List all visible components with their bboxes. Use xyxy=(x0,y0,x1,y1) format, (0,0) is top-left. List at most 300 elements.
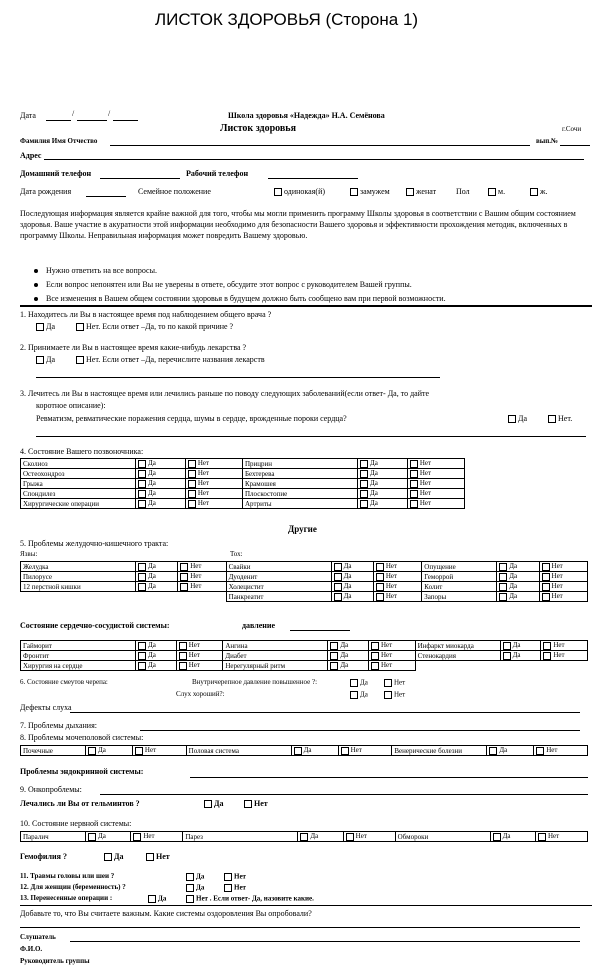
option-label: Да xyxy=(148,499,156,508)
cell-no[interactable] xyxy=(541,651,588,661)
cell-no[interactable] xyxy=(131,832,183,842)
cell-no[interactable] xyxy=(407,469,464,479)
checkbox-icon[interactable] xyxy=(188,490,196,498)
checkbox-icon[interactable] xyxy=(104,853,112,861)
option-label: Да xyxy=(369,459,378,468)
cell-yes[interactable] xyxy=(136,661,177,671)
cell-yes[interactable] xyxy=(497,562,539,572)
address-label: Адрес xyxy=(20,151,42,160)
checkbox-icon[interactable] xyxy=(334,593,342,601)
checkbox-icon[interactable] xyxy=(330,652,338,660)
q6-hearing: Слух хороший?: xyxy=(176,690,225,698)
checkbox-icon[interactable] xyxy=(499,583,507,591)
option-label: Нет xyxy=(551,592,563,601)
option-label: Нет xyxy=(190,572,202,581)
checkbox-icon[interactable] xyxy=(274,188,282,196)
cell-yes[interactable] xyxy=(328,661,369,671)
checkbox-icon[interactable] xyxy=(548,415,556,423)
cell-yes[interactable] xyxy=(357,469,407,479)
checkbox-icon[interactable] xyxy=(138,652,146,660)
cell-no[interactable] xyxy=(178,562,226,572)
date-month-line[interactable] xyxy=(77,120,107,121)
cell-label: Хирургия на сердце xyxy=(21,661,136,671)
checkbox-icon[interactable] xyxy=(410,460,418,468)
option-label: Да xyxy=(303,746,312,755)
checkbox-icon[interactable] xyxy=(138,583,146,591)
q13-no[interactable] xyxy=(186,895,314,903)
checkbox-icon[interactable] xyxy=(138,470,146,478)
checkbox-icon[interactable] xyxy=(180,573,188,581)
cell-no[interactable] xyxy=(176,641,223,651)
cell-yes[interactable] xyxy=(136,469,186,479)
checkbox-icon[interactable] xyxy=(346,833,354,841)
checkbox-icon[interactable] xyxy=(180,583,188,591)
number-line[interactable] xyxy=(560,145,590,146)
fio-label: Ф.И.О. xyxy=(20,945,43,953)
checkbox-icon[interactable] xyxy=(410,490,418,498)
checkbox-icon[interactable] xyxy=(371,662,379,670)
cell-empty xyxy=(136,592,178,602)
cell-yes[interactable] xyxy=(328,651,369,661)
q8-text: 8. Проблемы мочеполовой системы: xyxy=(20,733,144,742)
cell-yes[interactable] xyxy=(357,459,407,469)
q6-pressure-yes[interactable] xyxy=(350,679,368,687)
checkbox-icon[interactable] xyxy=(138,500,146,508)
hemophilia-text: Гемофилия ? xyxy=(20,852,67,861)
cell-no[interactable] xyxy=(369,651,416,661)
option-label: Нет xyxy=(197,459,210,468)
checkbox-icon[interactable] xyxy=(186,884,194,892)
option-label: Нет xyxy=(197,489,210,498)
checkbox-icon[interactable] xyxy=(410,500,418,508)
checkbox-icon[interactable] xyxy=(146,853,154,861)
cell-no[interactable] xyxy=(534,746,588,756)
checkbox-icon[interactable] xyxy=(508,415,516,423)
cell-yes[interactable] xyxy=(291,746,338,756)
marital-option-married-m[interactable] xyxy=(406,188,436,196)
hemophilia-no[interactable] xyxy=(146,853,170,861)
checkbox-icon[interactable] xyxy=(376,573,384,581)
checkbox-icon[interactable] xyxy=(360,500,368,508)
marital-option-single[interactable] xyxy=(274,188,325,196)
table-row xyxy=(21,641,588,651)
cell-yes[interactable] xyxy=(136,459,186,469)
checkbox-icon[interactable] xyxy=(376,563,384,571)
checkbox-icon[interactable] xyxy=(138,573,146,581)
option-label: Да xyxy=(512,651,521,660)
add-text: Добавьте то, что Вы считаете важным. Какие системы оздоровления Вы опробовали? xyxy=(20,909,312,918)
cell-label: Спондилез xyxy=(21,489,136,499)
option-label: Нет. xyxy=(558,414,573,423)
helminths-yes[interactable] xyxy=(204,800,224,808)
checkbox-icon[interactable] xyxy=(503,652,511,660)
cell-label: Колит xyxy=(422,582,497,592)
cell-empty xyxy=(415,661,500,671)
cell-no[interactable] xyxy=(407,459,464,469)
table-row xyxy=(21,746,588,756)
q6-pressure-no[interactable] xyxy=(384,679,405,687)
date-sep-2: / xyxy=(108,109,111,118)
checkbox-icon[interactable] xyxy=(350,188,358,196)
cell-yes[interactable] xyxy=(136,582,178,592)
cell-no[interactable] xyxy=(343,832,395,842)
checkbox-icon[interactable] xyxy=(350,679,358,687)
cell-yes[interactable] xyxy=(357,489,407,499)
cell-no[interactable] xyxy=(373,562,421,572)
q7-line[interactable] xyxy=(140,730,580,731)
q11-no[interactable] xyxy=(224,873,246,881)
checkbox-icon[interactable] xyxy=(360,480,368,488)
checkbox-icon[interactable] xyxy=(135,747,143,755)
cell-label: Грыжа xyxy=(21,479,136,489)
cell-yes[interactable] xyxy=(136,641,177,651)
cell-no[interactable] xyxy=(373,592,421,602)
cell-yes[interactable] xyxy=(331,562,373,572)
option-label: Нет. Если ответ –Да, то по какой причине ? xyxy=(86,322,234,331)
checkbox-icon[interactable] xyxy=(148,895,156,903)
checkbox-icon[interactable] xyxy=(376,583,384,591)
q13-line[interactable] xyxy=(20,905,592,906)
checkbox-icon[interactable] xyxy=(186,895,194,903)
cell-no[interactable] xyxy=(369,641,416,651)
bullet-icon xyxy=(34,269,38,273)
q3-no[interactable] xyxy=(548,415,572,423)
checkbox-icon[interactable] xyxy=(406,188,414,196)
ulcers-label: Язвы: xyxy=(20,550,38,558)
option-label: Нет. Если ответ –Да, перечислите названия лекарств xyxy=(86,355,265,364)
checkbox-icon[interactable] xyxy=(224,884,232,892)
option-label: Нет xyxy=(234,883,246,892)
checkbox-icon[interactable] xyxy=(179,652,187,660)
cell-label: Сколиоз xyxy=(21,459,136,469)
checkbox-icon[interactable] xyxy=(530,188,538,196)
option-label: Да xyxy=(148,562,156,571)
checkbox-icon[interactable] xyxy=(410,470,418,478)
checkbox-icon[interactable] xyxy=(138,460,146,468)
q6-hearing-no[interactable] xyxy=(384,691,405,699)
cell-no[interactable] xyxy=(407,499,464,509)
option-label: Да xyxy=(360,678,368,687)
checkbox-icon[interactable] xyxy=(36,323,44,331)
cell-no[interactable] xyxy=(338,746,392,756)
option-label: Да xyxy=(343,592,352,601)
cell-yes[interactable] xyxy=(136,499,186,509)
checkbox-icon[interactable] xyxy=(334,573,342,581)
option-label: Нет xyxy=(419,499,432,508)
cell-no[interactable] xyxy=(407,489,464,499)
checkbox-icon[interactable] xyxy=(138,480,146,488)
checkbox-icon[interactable] xyxy=(76,323,84,331)
option-label: Нет xyxy=(394,690,406,699)
cell-no[interactable] xyxy=(373,582,421,592)
checkbox-icon[interactable] xyxy=(542,593,550,601)
name-line[interactable] xyxy=(110,145,530,146)
cell-no[interactable] xyxy=(541,641,588,651)
sex-option-f[interactable] xyxy=(530,188,548,196)
q9-line[interactable] xyxy=(100,794,588,795)
date-label: Дата xyxy=(20,111,36,120)
bullet-item xyxy=(34,294,446,303)
option-label: Нет xyxy=(419,459,432,468)
checkbox-icon[interactable] xyxy=(186,873,194,881)
cell-no[interactable] xyxy=(373,572,421,582)
checkbox-icon[interactable] xyxy=(538,833,546,841)
cell-yes[interactable] xyxy=(500,641,541,651)
q6-hearing-yes[interactable] xyxy=(350,691,368,699)
checkbox-icon[interactable] xyxy=(376,593,384,601)
checkbox-icon[interactable] xyxy=(410,480,418,488)
cell-yes[interactable] xyxy=(497,572,539,582)
checkbox-icon[interactable] xyxy=(188,460,196,468)
checkbox-icon[interactable] xyxy=(360,460,368,468)
cell-no[interactable] xyxy=(539,592,587,602)
option-label: Нет . Если ответ- Да, назовите какие. xyxy=(196,894,314,903)
cell-label: Диабет xyxy=(223,651,328,661)
checkbox-icon[interactable] xyxy=(503,642,511,650)
cell-label: Почечные xyxy=(21,746,86,756)
option-label: Да xyxy=(46,355,56,364)
cell-no[interactable] xyxy=(535,832,587,842)
q1-yes[interactable] xyxy=(36,323,55,331)
cell-yes[interactable] xyxy=(331,572,373,582)
option-label: Нет xyxy=(553,641,565,650)
checkbox-icon[interactable] xyxy=(36,356,44,364)
checkbox-icon[interactable] xyxy=(371,642,379,650)
listener-label: Слушатель xyxy=(20,933,56,941)
pressure-line[interactable] xyxy=(290,630,350,631)
option-label: Нет xyxy=(143,832,155,841)
q4-text: 4. Состояние Вашего позвоночника: xyxy=(20,447,144,456)
divider xyxy=(20,305,592,307)
q11-text: 11. Травмы головы или шеи ? xyxy=(20,872,115,880)
defects-line[interactable] xyxy=(70,712,580,713)
option-label: Да xyxy=(148,572,156,581)
cell-empty xyxy=(500,661,541,671)
option-label: Да xyxy=(518,414,528,423)
checkbox-icon[interactable] xyxy=(138,563,146,571)
q2-answer-line[interactable] xyxy=(36,377,440,378)
cell-no[interactable] xyxy=(539,572,587,582)
checkbox-icon[interactable] xyxy=(350,691,358,699)
cell-yes[interactable] xyxy=(328,641,369,651)
work-phone-line[interactable] xyxy=(268,178,358,179)
checkbox-icon[interactable] xyxy=(244,800,252,808)
birth-line[interactable] xyxy=(86,196,126,197)
checkbox-icon[interactable] xyxy=(360,490,368,498)
address-line[interactable] xyxy=(44,159,584,160)
checkbox-icon[interactable] xyxy=(489,747,497,755)
table-row xyxy=(21,582,588,592)
checkbox-icon[interactable] xyxy=(188,470,196,478)
option-label: Да xyxy=(148,661,156,670)
cell-no[interactable] xyxy=(178,572,226,582)
option-label: ж. xyxy=(540,187,548,196)
hemophilia-yes[interactable] xyxy=(104,853,124,861)
checkbox-icon[interactable] xyxy=(88,833,96,841)
checkbox-icon[interactable] xyxy=(204,800,212,808)
checkbox-icon[interactable] xyxy=(341,747,349,755)
cell-no[interactable] xyxy=(185,489,242,499)
checkbox-icon[interactable] xyxy=(300,833,308,841)
cell-label: Дуоденит xyxy=(226,572,331,582)
cell-no[interactable] xyxy=(185,469,242,479)
cell-no[interactable] xyxy=(176,661,223,671)
cell-yes[interactable] xyxy=(331,592,373,602)
option-label: Да xyxy=(148,641,156,650)
option-label: Да xyxy=(196,883,205,892)
cell-no[interactable] xyxy=(185,499,242,509)
cell-yes[interactable] xyxy=(487,746,534,756)
cell-label: Ангина xyxy=(223,641,328,651)
cell-label: Крамошея xyxy=(242,479,357,489)
checkbox-icon[interactable] xyxy=(224,873,232,881)
cell-yes[interactable] xyxy=(331,582,373,592)
listener-line[interactable] xyxy=(70,941,580,942)
checkbox-icon[interactable] xyxy=(133,833,141,841)
checkbox-icon[interactable] xyxy=(138,642,146,650)
marital-option-married-f[interactable] xyxy=(350,188,390,196)
cell-yes[interactable] xyxy=(136,651,177,661)
option-label: Да xyxy=(158,894,167,903)
cell-no[interactable] xyxy=(132,746,186,756)
option-label: Нет xyxy=(385,582,398,591)
checkbox-icon[interactable] xyxy=(543,652,551,660)
q12-yes[interactable] xyxy=(186,884,204,892)
table-row xyxy=(21,661,588,671)
option-label: Да xyxy=(509,572,518,581)
cell-no[interactable] xyxy=(185,459,242,469)
checkbox-icon[interactable] xyxy=(499,573,507,581)
checkbox-icon[interactable] xyxy=(330,642,338,650)
checkbox-icon[interactable] xyxy=(138,490,146,498)
option-label: Нет xyxy=(419,489,432,498)
checkbox-icon[interactable] xyxy=(138,662,146,670)
option-label: Нет xyxy=(197,469,210,478)
checkbox-icon[interactable] xyxy=(499,593,507,601)
date-day-line[interactable] xyxy=(46,120,71,121)
cell-no[interactable] xyxy=(369,661,416,671)
cell-yes[interactable] xyxy=(357,499,407,509)
defects-label: Дефекты слуха xyxy=(20,703,72,712)
option-label: Да xyxy=(148,479,156,488)
q13-yes[interactable] xyxy=(148,895,166,903)
urogenital-table xyxy=(20,745,588,756)
checkbox-icon[interactable] xyxy=(76,356,84,364)
cell-label: Панкреатит xyxy=(226,592,331,602)
q11-yes[interactable] xyxy=(186,873,204,881)
checkbox-icon[interactable] xyxy=(188,480,196,488)
cell-no[interactable] xyxy=(185,479,242,489)
spine-table xyxy=(20,458,465,509)
checkbox-icon[interactable] xyxy=(543,642,551,650)
cell-no[interactable] xyxy=(178,582,226,592)
checkbox-icon[interactable] xyxy=(542,583,550,591)
checkbox-icon[interactable] xyxy=(180,563,188,571)
option-label: Да xyxy=(360,690,368,699)
cell-yes[interactable] xyxy=(357,479,407,489)
checkbox-icon[interactable] xyxy=(88,747,96,755)
checkbox-icon[interactable] xyxy=(488,188,496,196)
option-label: Да xyxy=(509,592,518,601)
cell-yes[interactable] xyxy=(497,592,539,602)
q5-text: 5. Проблемы желудочно-кишечного тракта: xyxy=(20,539,169,548)
cell-no[interactable] xyxy=(539,562,587,572)
checkbox-icon[interactable] xyxy=(499,563,507,571)
cell-yes[interactable] xyxy=(86,832,131,842)
option-label: Нет xyxy=(385,592,398,601)
q3-answer-line[interactable] xyxy=(36,436,586,437)
q12-no[interactable] xyxy=(224,884,246,892)
nervous-table xyxy=(20,831,588,842)
checkbox-icon[interactable] xyxy=(179,642,187,650)
option-label: Нет xyxy=(144,746,157,755)
option-label: Нет xyxy=(197,479,210,488)
q2-no[interactable] xyxy=(76,356,265,364)
helminths-no[interactable] xyxy=(244,800,268,808)
cell-yes[interactable] xyxy=(298,832,343,842)
date-year-line[interactable] xyxy=(113,120,138,121)
cell-yes[interactable] xyxy=(136,479,186,489)
endocrine-line[interactable] xyxy=(190,777,588,778)
q2-yes[interactable] xyxy=(36,356,55,364)
option-label: Нет xyxy=(385,562,398,571)
add-line[interactable] xyxy=(20,927,580,928)
sex-option-m[interactable] xyxy=(488,188,505,196)
checkbox-icon[interactable] xyxy=(179,662,187,670)
cell-no[interactable] xyxy=(407,479,464,489)
cell-yes[interactable] xyxy=(490,832,535,842)
cell-yes[interactable] xyxy=(136,489,186,499)
home-phone-line[interactable] xyxy=(100,178,180,179)
cell-yes[interactable] xyxy=(136,572,178,582)
cell-no[interactable] xyxy=(176,651,223,661)
checkbox-icon[interactable] xyxy=(384,691,392,699)
cell-yes[interactable] xyxy=(136,562,178,572)
checkbox-icon[interactable] xyxy=(294,747,302,755)
checkbox-icon[interactable] xyxy=(371,652,379,660)
cell-empty xyxy=(541,661,588,671)
checkbox-icon[interactable] xyxy=(188,500,196,508)
checkbox-icon[interactable] xyxy=(542,573,550,581)
cell-label: Прицрин xyxy=(242,459,357,469)
checkbox-icon[interactable] xyxy=(542,563,550,571)
checkbox-icon[interactable] xyxy=(493,833,501,841)
q1-no[interactable] xyxy=(76,323,233,331)
option-label: Нет xyxy=(197,499,210,508)
checkbox-icon[interactable] xyxy=(330,662,338,670)
cell-yes[interactable] xyxy=(497,582,539,592)
q3-yes[interactable] xyxy=(508,415,527,423)
option-label: Да xyxy=(114,852,124,861)
q2-text: 2. Принимаете ли Вы в настоящее время какие-нибудь лекарства ? xyxy=(20,343,247,352)
q13-text: 13. Перенесенные операции : xyxy=(20,894,113,902)
option-label: Да xyxy=(196,872,205,881)
checkbox-icon[interactable] xyxy=(334,563,342,571)
cell-label: Геморрой xyxy=(422,572,497,582)
cell-no[interactable] xyxy=(539,582,587,592)
cell-label: Пилорусе xyxy=(21,572,136,582)
cell-label: Фронтит xyxy=(21,651,136,661)
checkbox-icon[interactable] xyxy=(536,747,544,755)
checkbox-icon[interactable] xyxy=(384,679,392,687)
table-row xyxy=(21,592,588,602)
checkbox-icon[interactable] xyxy=(334,583,342,591)
intro-paragraph: Последующая информация является крайне важной для того, чтобы мы могли применить программу Школы здоровья в соответствии с Вашим общим состоянием здоровья. Ваше участие в акуратности этой информации необходимо для безопасности Вашего здоровья и эффективности прохождения методик, включенных в программу Школы. Неправильная информация может повредить Вашему здоровью. xyxy=(20,209,576,240)
cell-yes[interactable] xyxy=(86,746,133,756)
checkbox-icon[interactable] xyxy=(360,470,368,478)
option-label: Да xyxy=(343,582,352,591)
cell-yes[interactable] xyxy=(500,651,541,661)
